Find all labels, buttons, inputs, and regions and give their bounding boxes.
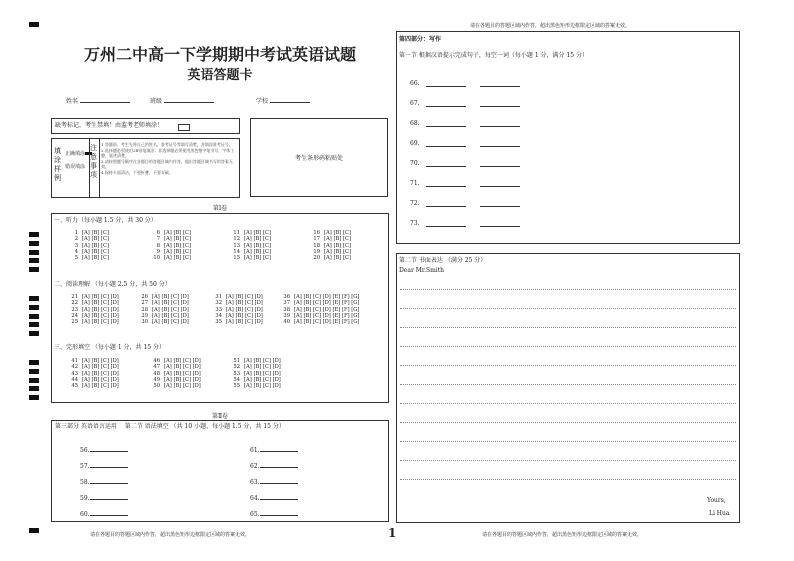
answer-options[interactable]: [A] [B] [C] [D]: [82, 376, 119, 383]
essay-line[interactable]: [400, 460, 736, 461]
question-number: 40: [283, 319, 290, 326]
item-number-67.: 67.: [410, 100, 420, 107]
grammar-blank-62.[interactable]: [250, 463, 298, 471]
answer-options[interactable]: [A] [B] [C] [D]: [82, 383, 119, 390]
question-number: 5: [74, 255, 78, 262]
answer-options[interactable]: [A] [B] [C] [D]: [244, 358, 281, 364]
question-number: 6: [156, 230, 160, 236]
page-number: 1: [388, 526, 397, 540]
blank-number: 59.: [80, 495, 90, 502]
question-number: 15: [233, 255, 240, 262]
answer-options[interactable]: [A] [B] [C]: [324, 230, 351, 236]
choice-row-21[interactable]: [68, 294, 119, 300]
answer-options[interactable]: [A] [B] [C] [D]: [164, 370, 201, 377]
choice-row-27[interactable]: [138, 300, 189, 306]
question-number: 36: [283, 294, 290, 300]
choice-row-44[interactable]: [68, 377, 119, 383]
answer-options[interactable]: [A] [B] [C] [D]: [152, 319, 189, 326]
question-number: 49: [153, 376, 160, 383]
blank-line[interactable]: [90, 515, 128, 516]
essay-closing: Yours,: [707, 497, 726, 504]
question-number: 4: [74, 248, 78, 255]
answer-options[interactable]: [A] [B] [C]: [244, 230, 271, 236]
barcode-area: 考生条形码粘贴处: [250, 118, 388, 197]
choice-row-46[interactable]: [150, 358, 201, 364]
item-number-69.: 69.: [410, 140, 420, 147]
question-number: 39: [283, 312, 290, 319]
answer-options[interactable]: [A] [B] [C]: [164, 255, 191, 262]
question-number: 30: [141, 319, 148, 326]
choice-row-33[interactable]: [212, 307, 263, 313]
essay-line[interactable]: [400, 346, 736, 347]
choice-row-31[interactable]: [212, 294, 263, 300]
answer-options[interactable]: [A] [B] [C]: [244, 242, 271, 249]
question-number: 52: [233, 364, 240, 371]
answer-options[interactable]: [A] [B] [C] [D] [E] [F] [G]: [294, 294, 360, 300]
question-number: 26: [141, 294, 148, 300]
question-number: 20: [313, 255, 320, 262]
choice-row-37[interactable]: [280, 300, 359, 306]
answer-options[interactable]: [A] [B] [C]: [82, 242, 109, 249]
school-field[interactable]: 学校: [256, 98, 310, 106]
blank-line-a[interactable]: [426, 226, 466, 227]
essay-line[interactable]: [400, 441, 736, 442]
grammar-blank-61.[interactable]: [250, 447, 298, 455]
answer-options[interactable]: [A] [B] [C] [D]: [152, 300, 189, 307]
blank-number: 58.: [80, 479, 90, 486]
choice-row-13[interactable]: [230, 243, 271, 249]
choice-row-4[interactable]: [68, 249, 109, 255]
answer-options[interactable]: [A] [B] [C] [D]: [244, 370, 281, 377]
answer-options[interactable]: [A] [B] [C]: [82, 236, 109, 243]
choice-row-14[interactable]: [230, 249, 271, 255]
choice-row-29[interactable]: [138, 313, 189, 319]
question-number: 28: [141, 306, 148, 313]
answer-options[interactable]: [A] [B] [C] [D]: [82, 300, 119, 307]
question-number: 47: [153, 364, 160, 371]
question-number: 43: [71, 370, 78, 377]
essay-box: [396, 253, 740, 523]
answer-options[interactable]: [A] [B] [C] [D]: [82, 312, 119, 319]
choice-row-5[interactable]: [68, 255, 109, 261]
question-number: 50: [153, 383, 160, 390]
question-number: 32: [215, 300, 222, 307]
question-number: 18: [313, 242, 320, 249]
item-number-73.: 73.: [410, 220, 420, 227]
answer-options[interactable]: [A] [B] [C] [D]: [164, 364, 201, 371]
item-number-72.: 72.: [410, 200, 420, 207]
choice-row-48[interactable]: [150, 371, 201, 377]
essay-line[interactable]: [400, 308, 736, 309]
grammar-blank-64.[interactable]: [250, 495, 298, 503]
question-number: 11: [233, 230, 240, 236]
answer-options[interactable]: [A] [B] [C]: [324, 242, 351, 249]
blank-number: 56.: [80, 447, 90, 454]
choice-row-11[interactable]: [230, 230, 271, 236]
answer-options[interactable]: [A] [B] [C]: [164, 248, 191, 255]
choice-row-43[interactable]: [68, 371, 119, 377]
footer-note-left: 请在各题目的答题区域内作答，超出黑色矩形边框限定区域的答案无效。: [90, 532, 251, 538]
choice-row-49[interactable]: [150, 377, 201, 383]
part2-title: 第Ⅱ卷: [211, 413, 229, 420]
question-number: 16: [313, 230, 320, 236]
blank-number: 61.: [250, 447, 260, 454]
blank-line-b[interactable]: [480, 86, 520, 87]
blank-number: 65.: [250, 511, 260, 518]
choice-row-39[interactable]: [280, 313, 359, 319]
answer-options[interactable]: [A] [B] [C]: [164, 230, 191, 236]
blank-line[interactable]: [90, 467, 128, 468]
question-number: 55: [233, 383, 240, 390]
answer-options[interactable]: [A] [B] [C]: [244, 248, 271, 255]
answer-options[interactable]: [A] [B] [C] [D]: [152, 294, 189, 300]
blank-line-a[interactable]: [426, 186, 466, 187]
answer-options[interactable]: [A] [B] [C] [D] [E] [F] [G]: [294, 300, 360, 307]
page-title: 万州二中高一下学期期中考试英语试题: [83, 45, 356, 64]
blank-number: 62.: [250, 463, 260, 470]
choice-row-32[interactable]: [212, 300, 263, 306]
answer-options[interactable]: [A] [B] [C] [D]: [164, 358, 201, 364]
blank-line-a[interactable]: [426, 146, 466, 147]
essay-line[interactable]: [400, 479, 736, 480]
part3-heading: 第三部分 英语语言运用 第二节 语法填空 （共 10 小题，每小题 1.5 分，共 15 分）: [55, 423, 285, 430]
question-number: 45: [71, 383, 78, 390]
answer-options[interactable]: [A] [B] [C]: [324, 255, 351, 262]
essay-greeting: Dear Mr.Smith: [399, 267, 444, 274]
blank-line-a[interactable]: [426, 166, 466, 167]
sec3-title: 三、完形填空 （每小题 1 分，共 15 分）: [54, 344, 165, 351]
choice-row-1[interactable]: [68, 230, 109, 236]
choice-row-45[interactable]: [68, 383, 119, 389]
question-number: 34: [215, 312, 222, 319]
blank-line-a[interactable]: [426, 126, 466, 127]
grammar-blank-65.[interactable]: [250, 511, 298, 519]
blank-line[interactable]: [260, 515, 298, 516]
choice-row-55[interactable]: [230, 383, 281, 389]
choice-row-24[interactable]: [68, 313, 119, 319]
essay-line[interactable]: [400, 403, 736, 404]
choice-row-47[interactable]: [150, 364, 201, 370]
answer-options[interactable]: [A] [B] [C]: [244, 255, 271, 262]
blank-line[interactable]: [90, 483, 128, 484]
answer-options[interactable]: [A] [B] [C] [D]: [226, 312, 263, 319]
choice-row-50[interactable]: [150, 383, 201, 389]
blank-line-b[interactable]: [480, 106, 520, 107]
question-number: 44: [71, 376, 78, 383]
question-number: 13: [233, 242, 240, 249]
choice-row-26[interactable]: [138, 294, 189, 300]
question-number: 23: [71, 306, 78, 313]
part3-box: [51, 420, 389, 522]
part4-sec1: 第一节 根据汉语提示完成句子，每空一词（每小题 1 分，满分 15 分）: [399, 52, 588, 59]
question-number: 8: [156, 242, 160, 249]
page-subtitle: 英语答题卡: [187, 68, 253, 83]
choice-row-17[interactable]: [310, 236, 351, 242]
question-number: 33: [215, 306, 222, 313]
choice-row-19[interactable]: [310, 249, 351, 255]
choice-row-22[interactable]: [68, 300, 119, 306]
question-number: 31: [215, 294, 222, 300]
blank-line-b[interactable]: [480, 126, 520, 127]
absent-mark-box: 缺考标记，考生禁填！由监考老师填涂！: [51, 118, 240, 134]
choice-row-8[interactable]: [150, 243, 191, 249]
answer-options[interactable]: [A] [B] [C]: [324, 236, 351, 243]
question-number: 24: [71, 312, 78, 319]
blank-line-b[interactable]: [480, 166, 520, 167]
question-number: 12: [233, 236, 240, 243]
fill-example-label: 填涂样例: [54, 147, 61, 182]
blank-line-a[interactable]: [426, 206, 466, 207]
name-field[interactable]: 姓名: [66, 98, 130, 106]
choice-row-30[interactable]: [138, 319, 189, 325]
sec1-title: 一、听力（每小题 1.5 分，共 30 分）: [54, 217, 157, 224]
answer-options[interactable]: [A] [B] [C]: [82, 230, 109, 236]
answer-options[interactable]: [A] [B] [C]: [324, 248, 351, 255]
choice-row-28[interactable]: [138, 307, 189, 313]
blank-number: 60.: [80, 511, 90, 518]
answer-options[interactable]: [A] [B] [C] [D]: [82, 306, 119, 313]
answer-options[interactable]: [A] [B] [C] [D]: [82, 370, 119, 377]
essay-line[interactable]: [400, 327, 736, 328]
essay-line[interactable]: [400, 365, 736, 366]
choice-row-34[interactable]: [212, 313, 263, 319]
grammar-blank-59.[interactable]: [80, 495, 128, 503]
choice-row-35[interactable]: [212, 319, 263, 325]
choice-row-40[interactable]: [280, 319, 359, 325]
question-number: 46: [153, 358, 160, 364]
question-number: 14: [233, 248, 240, 255]
blank-line-b[interactable]: [480, 186, 520, 187]
question-number: 2: [74, 236, 78, 243]
choice-row-18[interactable]: [310, 243, 351, 249]
notes-text: 1.答题前，考生先将自己的姓名、准考证号等填写清楚，并填涂准考证号。 2.选择题必须使用2B铅笔填涂；非选择题必须使用黑色签字笔书写，字体工整，笔迹清楚。 3.请按照题号顺序在各题目的答题区域内作答，超出答题区域书写的答案无效。 4.保持卡面清洁，不要折叠，不要弄破。: [101, 142, 235, 175]
question-number: 21: [71, 294, 78, 300]
choice-row-25[interactable]: [68, 319, 119, 325]
question-number: 25: [71, 319, 78, 326]
choice-row-20[interactable]: [310, 255, 351, 261]
choice-row-42[interactable]: [68, 364, 119, 370]
sec2-title: 二、阅读理解 （每小题 2.5 分，共 50 分）: [54, 281, 171, 288]
answer-options[interactable]: [A] [B] [C]: [82, 248, 109, 255]
footer-note-right: 请在各题目的答题区域内作答，超出黑色矩形边框限定区域的答案无效。: [482, 532, 643, 538]
instructions-box: 填涂样例 正确填涂 错误填涂 注意事项 1.答题前，考生先将自己的姓名、准考证号等填写清楚，并填涂准考证号。 2.选择题必须使用2B铅笔填涂；非选择题必须使用黑色签字笔书写，字体工整，笔迹清楚。 3.请按照题号顺序在各题目的答题区域内作答，超出答题区域书写的答案无效。 4.保持卡面清洁，不要折叠，不要弄破。: [51, 138, 240, 198]
question-number: 22: [71, 300, 78, 307]
blank-line[interactable]: [90, 499, 128, 500]
question-number: 35: [215, 319, 222, 326]
grammar-blank-58.[interactable]: [80, 479, 128, 487]
blank-line-a[interactable]: [426, 86, 466, 87]
choice-row-7[interactable]: [150, 236, 191, 242]
question-number: 19: [313, 248, 320, 255]
essay-title: 第二节 书面表达 （满分 25 分）: [399, 257, 487, 264]
choice-row-38[interactable]: [280, 307, 359, 313]
choice-row-51[interactable]: [230, 358, 281, 364]
answer-options[interactable]: [A] [B] [C] [D]: [244, 364, 281, 371]
question-number: 37: [283, 300, 290, 307]
part4-title: 第四部分：写作: [399, 36, 442, 43]
essay-signature: Li Hua: [709, 510, 730, 517]
grammar-blank-63.[interactable]: [250, 479, 298, 487]
answer-options[interactable]: [A] [B] [C] [D]: [152, 306, 189, 313]
blank-line-b[interactable]: [480, 226, 520, 227]
blank-line[interactable]: [260, 499, 298, 500]
answer-options[interactable]: [A] [B] [C] [D]: [226, 319, 263, 326]
answer-options[interactable]: [A] [B] [C] [D]: [226, 306, 263, 313]
blank-number: 63.: [250, 479, 260, 486]
choice-row-12[interactable]: [230, 236, 271, 242]
question-number: 51: [233, 358, 240, 364]
answer-options[interactable]: [A] [B] [C] [D]: [82, 358, 119, 364]
answer-options[interactable]: [A] [B] [C]: [244, 236, 271, 243]
choice-row-41[interactable]: [68, 358, 119, 364]
grammar-blank-60.[interactable]: [80, 511, 128, 519]
question-number: 41: [71, 358, 78, 364]
choice-row-36[interactable]: [280, 294, 359, 300]
answer-options[interactable]: [A] [B] [C] [D]: [226, 300, 263, 307]
answer-options[interactable]: [A] [B] [C]: [164, 242, 191, 249]
question-number: 17: [313, 236, 320, 243]
answer-options[interactable]: [A] [B] [C] [D] [E] [F] [G]: [294, 312, 360, 319]
question-number: 38: [283, 306, 290, 313]
blank-line[interactable]: [260, 467, 298, 468]
answer-options[interactable]: [A] [B] [C] [D]: [164, 376, 201, 383]
grammar-blank-57.[interactable]: [80, 463, 128, 471]
answer-options[interactable]: [A] [B] [C] [D]: [82, 319, 119, 326]
choice-row-23[interactable]: [68, 307, 119, 313]
question-number: 53: [233, 370, 240, 377]
item-number-68.: 68.: [410, 120, 420, 127]
choice-row-52[interactable]: [230, 364, 281, 370]
choice-row-10[interactable]: [150, 255, 191, 261]
choice-row-53[interactable]: [230, 371, 281, 377]
question-number: 27: [141, 300, 148, 307]
blank-line[interactable]: [90, 451, 128, 452]
header-note: 请在各题目的答题区域内作答，超出黑色矩形边框限定区域的答案无效。: [470, 23, 631, 29]
choice-row-6[interactable]: [150, 230, 191, 236]
item-number-70.: 70.: [410, 160, 420, 167]
question-number: 42: [71, 364, 78, 371]
answer-options[interactable]: [A] [B] [C] [D]: [152, 312, 189, 319]
answer-options[interactable]: [A] [B] [C] [D]: [226, 294, 263, 300]
grammar-blank-56.[interactable]: [80, 447, 128, 455]
answer-options[interactable]: [A] [B] [C] [D] [E] [F] [G]: [294, 319, 360, 326]
choice-row-54[interactable]: [230, 377, 281, 383]
answer-options[interactable]: [A] [B] [C]: [164, 236, 191, 243]
absent-checkbox[interactable]: [178, 124, 190, 131]
answer-options[interactable]: [A] [B] [C] [D]: [244, 383, 281, 390]
answer-options[interactable]: [A] [B] [C] [D]: [164, 383, 201, 390]
item-number-71.: 71.: [410, 180, 420, 187]
answer-options[interactable]: [A] [B] [C] [D]: [82, 294, 119, 300]
blank-line[interactable]: [260, 483, 298, 484]
question-number: 48: [153, 370, 160, 377]
choice-row-3[interactable]: [68, 243, 109, 249]
blank-line-a[interactable]: [426, 106, 466, 107]
question-number: 29: [141, 312, 148, 319]
notes-label: 注意事项: [90, 144, 97, 179]
part1-title: 第Ⅰ卷: [212, 205, 228, 212]
item-number-66.: 66.: [410, 80, 420, 87]
question-number: 1: [74, 230, 78, 236]
essay-line[interactable]: [400, 384, 736, 385]
question-number: 54: [233, 376, 240, 383]
blank-line[interactable]: [260, 451, 298, 452]
part4-box: [396, 31, 740, 244]
blank-line-b[interactable]: [480, 146, 520, 147]
answer-options[interactable]: [A] [B] [C] [D]: [82, 364, 119, 371]
essay-line[interactable]: [400, 289, 736, 290]
question-number: 3: [74, 242, 78, 249]
question-number: 9: [156, 248, 160, 255]
choice-row-15[interactable]: [230, 255, 271, 261]
blank-line-b[interactable]: [480, 206, 520, 207]
question-number: 10: [153, 255, 160, 262]
choice-row-2[interactable]: [68, 236, 109, 242]
class-field[interactable]: 班级: [150, 98, 214, 106]
blank-number: 57.: [80, 463, 90, 470]
choice-row-9[interactable]: [150, 249, 191, 255]
choice-row-16[interactable]: [310, 230, 351, 236]
essay-line[interactable]: [400, 422, 736, 423]
answer-options[interactable]: [A] [B] [C] [D] [E] [F] [G]: [294, 306, 360, 313]
blank-number: 64.: [250, 495, 260, 502]
answer-options[interactable]: [A] [B] [C] [D]: [244, 376, 281, 383]
question-number: 7: [156, 236, 160, 243]
answer-options[interactable]: [A] [B] [C]: [82, 255, 109, 262]
